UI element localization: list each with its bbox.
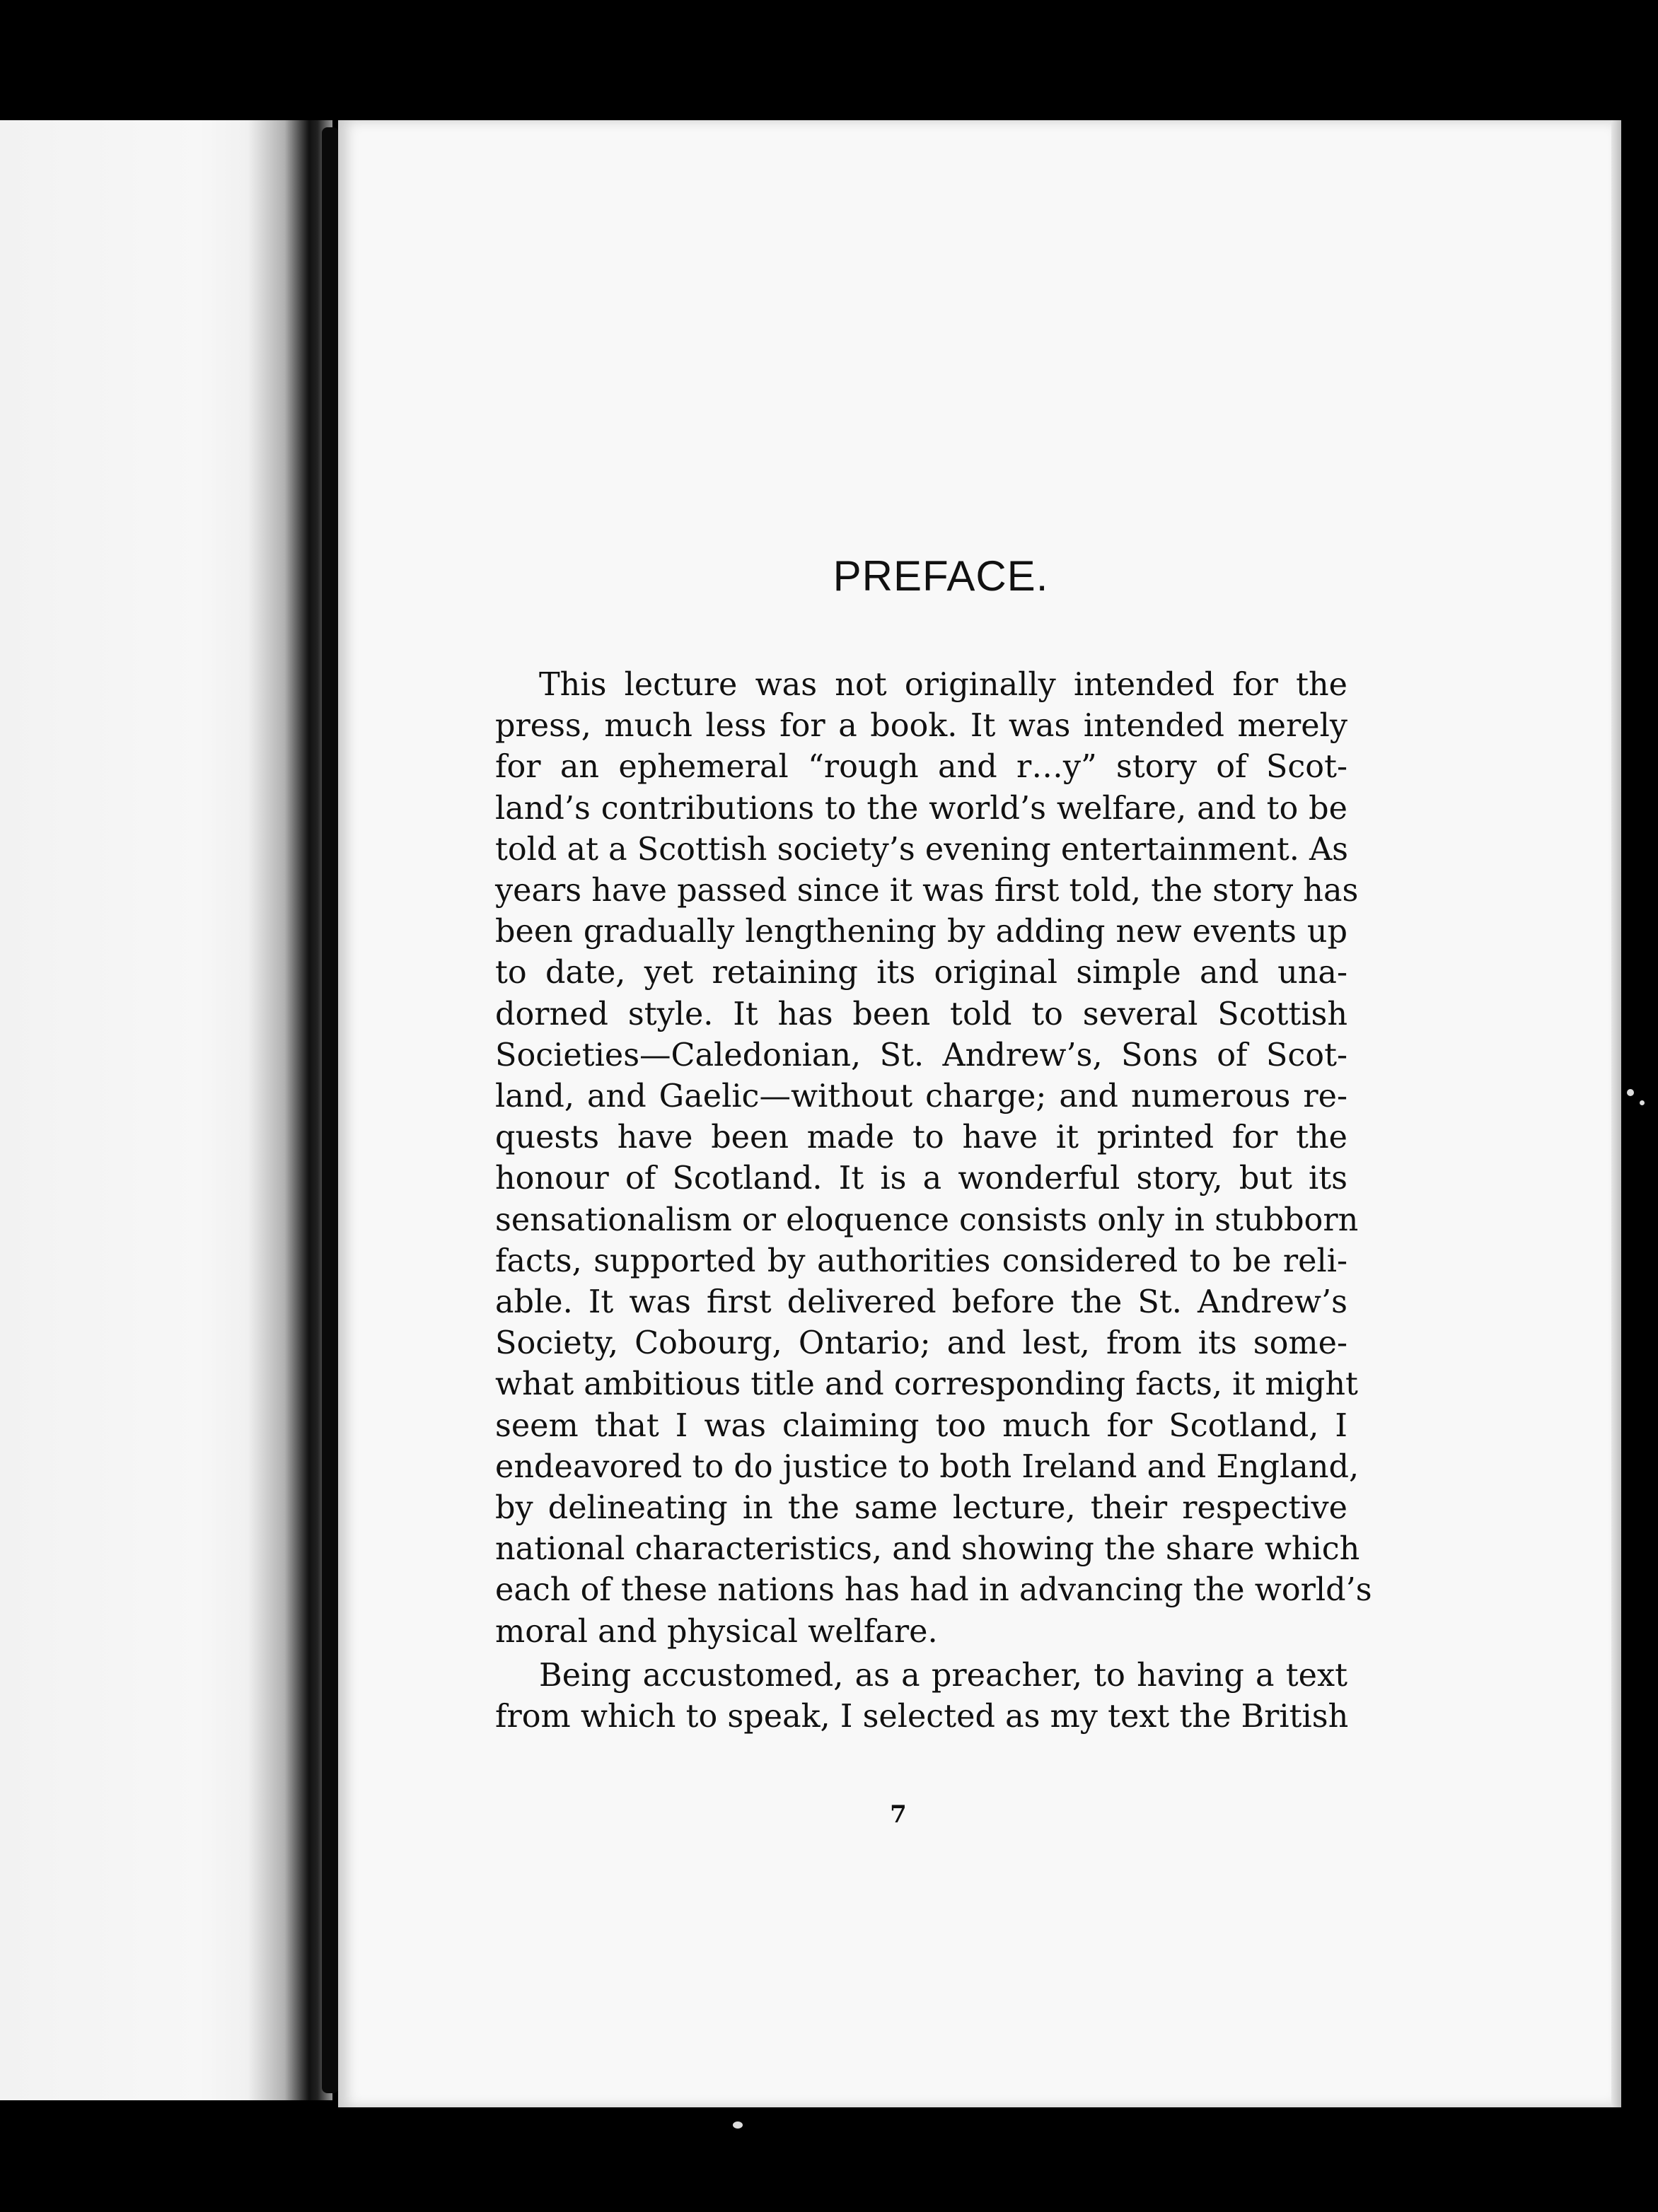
preface-text	[495, 665, 1372, 1737]
dust-speck	[1627, 1089, 1634, 1096]
text-line: facts, supported by authorities considered to be reli-	[495, 1242, 1347, 1279]
text-line: press, much less for a book. It was intended merely	[495, 708, 1347, 745]
text-line: for an ephemeral “rough and r…y” story of Scot-	[495, 749, 1347, 786]
text-line: years have passed since it was first told, the story has	[495, 873, 1359, 909]
dust-speck	[1640, 1100, 1645, 1105]
book-spine-edge	[322, 127, 339, 2093]
text-line: each of these nations has had in advancing the world’s	[495, 1572, 1372, 1609]
text-line: to date, yet retaining its original simple and una-	[495, 955, 1347, 991]
text-line: land, and Gaelic—without charge; and numerous re-	[495, 1078, 1347, 1115]
text-line: by delineating in the same lecture, their respective	[495, 1490, 1347, 1527]
text-line: seem that I was claiming too much for Scotland, I	[495, 1407, 1347, 1444]
text-line: Being accustomed, as a preacher, to having a text	[539, 1657, 1347, 1694]
page-number: 7	[890, 1800, 907, 1829]
text-line: quests have been made to have it printed for the	[495, 1119, 1347, 1156]
dust-speck	[733, 2121, 743, 2129]
page-edge	[1611, 120, 1621, 2107]
text-line: endeavored to do justice to both Ireland and England,	[495, 1448, 1360, 1485]
text-line: dorned style. It has been told to several Scottish	[495, 996, 1347, 1032]
text-line: honour of Scotland. It is a wonderful story, but its	[495, 1160, 1347, 1197]
page-title: PREFACE.	[833, 552, 1049, 600]
text-line: Societies—Caledonian, St. Andrew’s, Sons of Scot-	[495, 1037, 1347, 1073]
text-line: told at a Scottish society’s evening entertainment. As	[495, 831, 1348, 868]
text-line: what ambitious title and corresponding facts, it might	[495, 1366, 1358, 1403]
text-line: national characteristics, and showing the share which	[495, 1531, 1360, 1568]
text-line: This lecture was not originally intended for the	[539, 667, 1347, 703]
text-line: been gradually lengthening by adding new events up	[495, 914, 1347, 950]
text-line: land’s contributions to the world’s welfare, and to be	[495, 790, 1347, 827]
text-line: able. It was first delivered before the St. Andrew’s	[495, 1284, 1347, 1321]
text-line: Society, Cobourg, Ontario; and lest, from its some-	[495, 1325, 1347, 1362]
text-line: sensationalism or eloquence consists only in stubborn	[495, 1201, 1359, 1238]
text-line: moral and physical welfare.	[495, 1613, 938, 1650]
text-line: from which to speak, I selected as my text the British	[495, 1699, 1349, 1735]
